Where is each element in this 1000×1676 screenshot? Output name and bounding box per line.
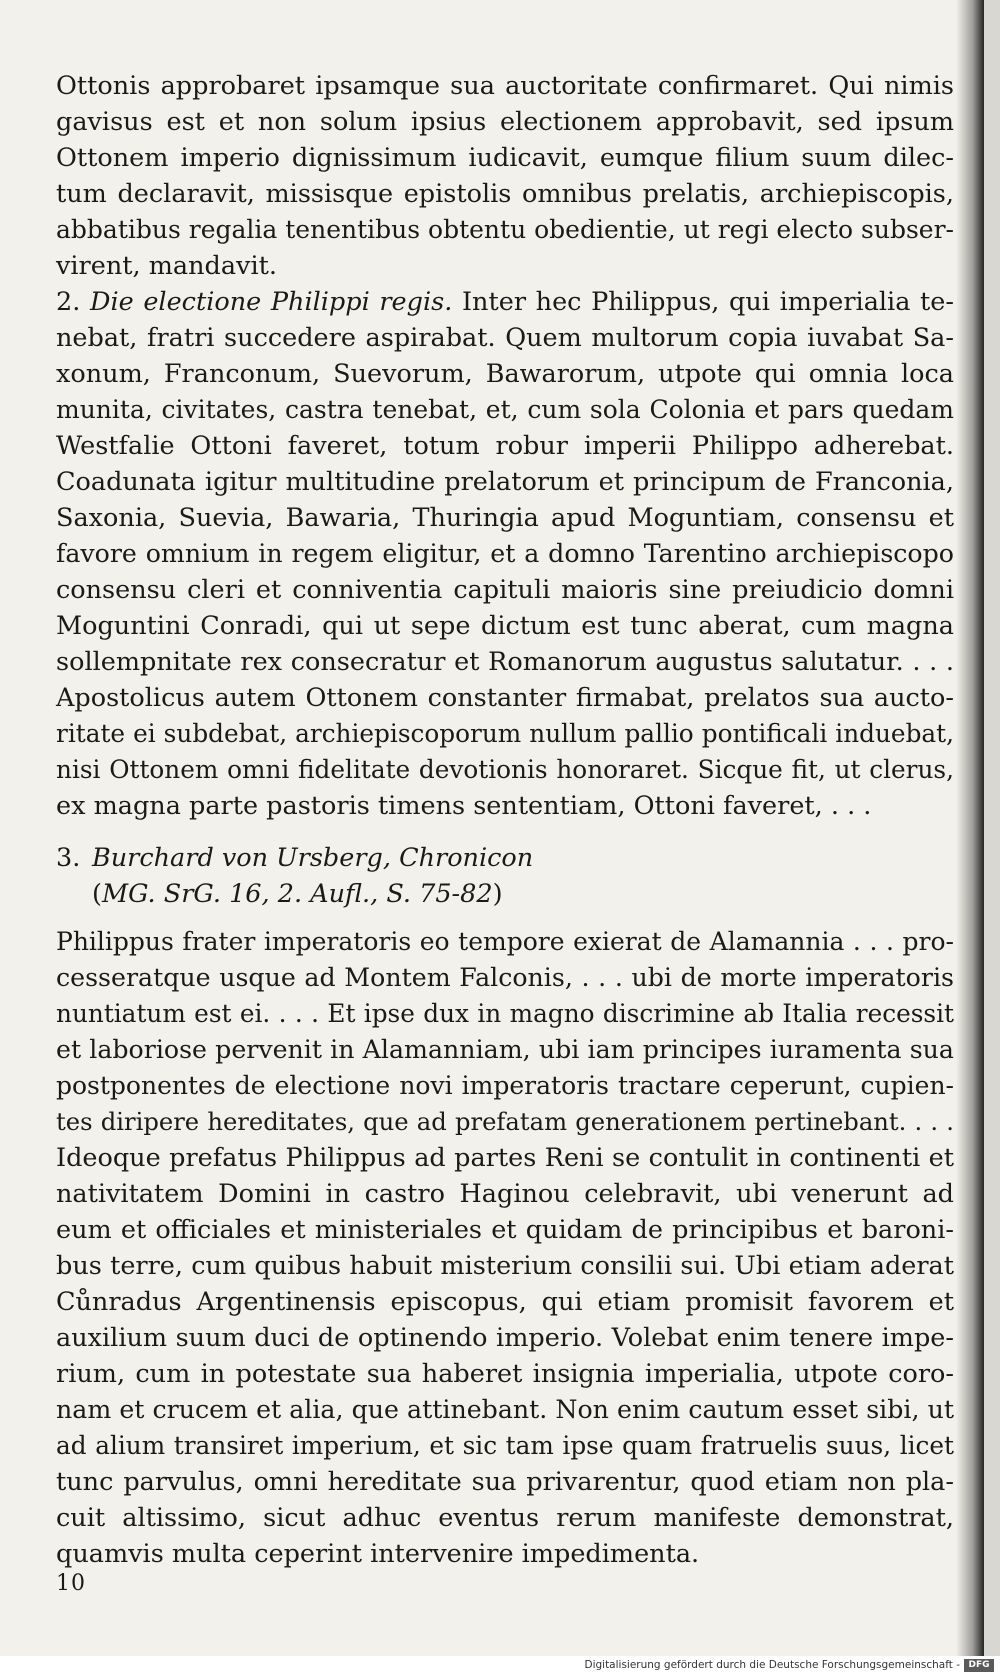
text-line: Cůnradus Argentinensis episcopus, qui etiam promisit favorem et: [56, 1287, 954, 1317]
text-line: tunc parvulus, omni hereditate sua privarentur, quod etiam non pla-: [56, 1467, 954, 1497]
text-line: cesseratque usque ad Montem Falconis, . . . ubi de morte imperatoris: [56, 963, 954, 992]
text-line: gavisus est et non solum ipsius electionem approbavit, sed ipsum: [56, 107, 954, 137]
text-line: Philippus frater imperatoris eo tempore exierat de Alamannia . . . pro-: [56, 927, 954, 956]
text-line: bus terre, cum quibus habuit misterium consilii sui. Ubi etiam aderat: [56, 1251, 954, 1281]
text-line: nuntiatum est ei. . . . Et ipse dux in magno discrimine ab Italia recessit: [56, 999, 954, 1028]
footer-credit: Digitalisierung gefördert durch die Deutsche Forschungsgemeinschaft -: [584, 1659, 960, 1671]
text-line: virent, mandavit.: [56, 251, 277, 281]
digitization-footer: [0, 1656, 1000, 1676]
text-block-chronicon: [56, 924, 954, 1572]
text-line: Coadunata igitur multitudine prelatorum et principum de Franconia,: [56, 467, 954, 497]
text-line: Ottonis approbaret ipsamque sua auctoritate confirmaret. Qui nimis: [56, 71, 954, 101]
paragraph-number: 2.: [56, 287, 81, 317]
text-line: nisi Ottonem omni fidelitate devotionis honoraret. Sicque fit, ut clerus,: [56, 755, 954, 784]
text-line: postponentes de electione novi imperatoris tractare ceperunt, cupien-: [56, 1071, 954, 1100]
text-line: nam et crucem et alia, que attinebant. Non enim cautum esset sibi, ut: [56, 1395, 954, 1424]
section-citation: [56, 876, 954, 912]
text-line: abbatibus regalia tenentibus obtentu obedientie, ut regi electo subser-: [56, 215, 954, 244]
text-line: ex magna parte pastoris timens sententiam, Ottoni faveret, . . .: [56, 791, 872, 821]
text-line: nativitatem Domini in castro Haginou celebravit, ubi venerunt ad: [56, 1179, 954, 1209]
text-line: rium, cum in potestate sua haberet insignia imperialia, utpote coro-: [56, 1359, 954, 1389]
citation-close-paren: ): [492, 879, 503, 909]
text-line: munita, civitates, castra tenebat, et, cum sola Colonia et pars quedam: [56, 395, 954, 424]
paragraph-title: Die electione Philippi regis.: [90, 287, 453, 317]
text-line: et laboriose pervenit in Alamanniam, ubi iam principes iuramenta sua: [56, 1035, 954, 1064]
page-edge-shadow: [956, 0, 984, 1656]
text-line: Apostolicus autem Ottonem constanter firmabat, prelatos sua aucto-: [56, 683, 954, 713]
text-line: Ideoque prefatus Philippus ad partes Reni se contulit in continenti et: [56, 1143, 954, 1173]
text-line: favore omnium in regem eligitur, et a domno Tarentino archiepiscopo: [56, 539, 954, 568]
section-number: 3.: [56, 843, 81, 873]
paragraph-2-first-line: [56, 284, 954, 320]
text-line: nebat, fratri succedere aspirabat. Quem multorum copia iuvabat Sa-: [56, 323, 954, 353]
text-line: Ottonem imperio dignissimum iudicavit, eumque filium suum dilec-: [56, 143, 954, 173]
text-line: consensu cleri et conniventia capituli maioris sine preiudicio domni: [56, 575, 954, 605]
text-line: auxilium suum duci de optinendo imperio. Volebat enim tenere impe-: [56, 1323, 954, 1353]
text-line: sollempnitate rex consecratur et Romanorum augustus salutatur. . . .: [56, 647, 954, 677]
text-line: Moguntini Conradi, qui ut sepe dictum est tunc aberat, cum magna: [56, 611, 954, 641]
text-line: ritate ei subdebat, archiepiscoporum nullum pallio pontificali induebat,: [56, 719, 954, 748]
text-line: tes diripere hereditates, que ad prefatam generationem pertinebant. . . .: [56, 1107, 954, 1136]
text-line: tum declaravit, missisque epistolis omnibus prelatis, archiepiscopis,: [56, 179, 954, 209]
text-line: xonum, Franconum, Suevorum, Bawarorum, utpote qui omnia loca: [56, 359, 954, 389]
text-line: Westfalie Ottoni faveret, totum robur imperii Philippo adherebat.: [56, 431, 954, 461]
text-line: Saxonia, Suevia, Bawaria, Thuringia apud Moguntiam, consensu et: [56, 503, 954, 533]
dfg-logo: DFG: [964, 1659, 994, 1672]
page-number: 10: [56, 1571, 86, 1596]
text-line: cuit altissimo, sicut adhuc eventus rerum manifeste demonstrat,: [56, 1503, 954, 1533]
text-line: eum et officiales et ministeriales et quidam de principibus et baroni-: [56, 1215, 954, 1245]
section-heading: [56, 840, 954, 912]
section-title: Burchard von Ursberg, Chronicon: [92, 843, 534, 873]
paragraph-text: Inter hec Philippus, qui imperialia te-: [461, 287, 955, 317]
text-line: quamvis multa ceperint intervenire impedimenta.: [56, 1539, 700, 1569]
citation-open-paren: (: [92, 879, 102, 909]
citation-text: MG. SrG. 16, 2. Aufl., S. 75-82: [101, 879, 493, 909]
text-block-intro: [56, 68, 954, 824]
text-line: ad alium transiret imperium, et sic tam ipse quam fratruelis suus, licet: [56, 1431, 954, 1460]
